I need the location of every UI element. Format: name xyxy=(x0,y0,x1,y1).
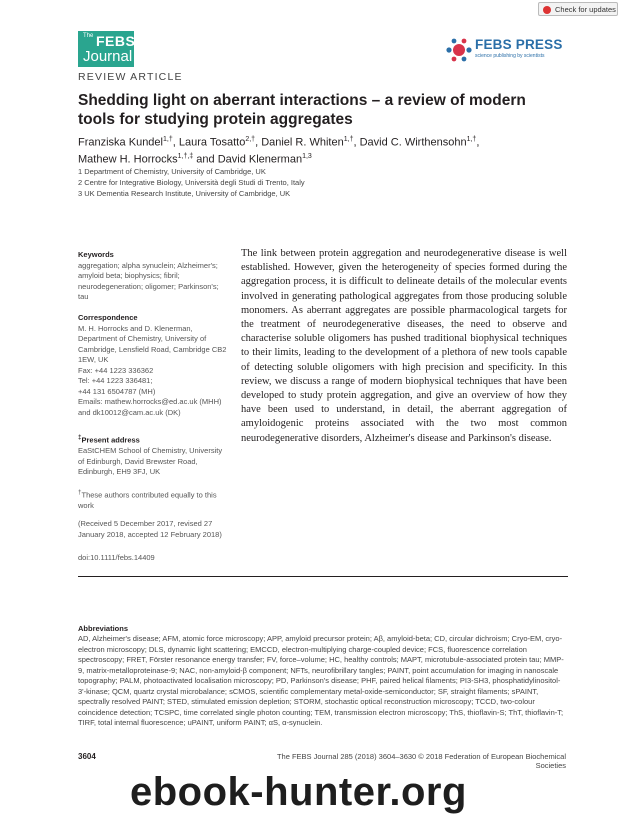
febs-press-logo xyxy=(445,37,563,63)
correspondence-tel: Tel: +44 1223 336481; xyxy=(78,376,153,385)
correspondence-emails: Emails: mathew.horrocks@ed.ac.uk (MHH) and dk10012@cam.ac.uk (DK) xyxy=(78,397,222,417)
affiliation-2: 2 Centre for Integrative Biology, Università degli Studi di Trento, Italy xyxy=(78,178,305,187)
press-tagline: science publishing by scientists xyxy=(475,53,545,59)
section-divider xyxy=(78,576,568,577)
author-conjunction: and xyxy=(196,153,215,166)
watermark: ebook-hunter.org xyxy=(130,770,467,814)
author-separator: , xyxy=(353,136,357,149)
received-dates: (Received 5 December 2017, revised 27 January 2018, accepted 12 February 2018) xyxy=(78,519,222,539)
abstract: The link between protein aggregation and neurodegenerative disease is well established. However, given the heterogeneity of species formed during the aggregation process, it is difficult to delineate details of the molecular events involved in generating pathological aggregates from those producing soluble monomers. As aberrant aggregates are possible pharmacological targets for the treatment of neurodegenerative diseases, the need to observe and characterise soluble oligomers has pushed traditional biophysical techniques to their limits, leading to the development of a plethora of new tools capable of detecting soluble oligomers with high precision and specificity. In this review, we discuss a range of modern biophysical techniques that have been developed to study protein aggregation, and give an overview of how they have been used to understand, in detail, the aberrant aggregation of amyloidogenic proteins associated with the two most common neurodegenerative disorders, Alzheimer's disease and Parkinson's disease. xyxy=(241,248,567,444)
equal-contribution-note xyxy=(78,488,228,512)
abbreviations-text: AD, Alzheimer's disease; AFM, atomic force microscopy; APP, amyloid precursor protein; Aβ, amyloid-beta; CD, circular dichroism; Cryo-EM, cryo-electron microscopy; DLS, dynamic light scattering; EMCCD, electron-multiplying charge-coupled device; FCS, fluorescence correlation spectroscopy; FRET, Förster resonance energy transfer; FV, force–volume; HC, healthy controls; MAPT, microtubule-associated protein tau; MMP-9, matrix-metalloproteinase-9; NAC, non-amyloid-β component; NFTs, neurofibrillary tangles; PAINT, point accumulation for imaging in nanoscale topography; PALM, photoactivated localisation microscopy; PD, Parkinson's disease; PHF, paired helical filaments; PI3-SH3, phosphatidylinositol-3'-kinase; QCM, quartz crystal microbalance; sCMOS, scientific complementary metal-oxide-semiconductor; SF, straight filaments; sPAINT, spectrally resolved PAINT; STED, stimulated emission depletion; STORM, stochastic optical reconstruction microscopy; TCCD, two-colour coincidence detection; TCSPC, time correlated single photon counting; TEM, transmission electron microscopy; ThS, thioflavin-S; ThT, thioflavin-T; TIRF, total internal fluorescence; uPAINT, uniform PAINT; αS, α-synuclein. xyxy=(78,634,564,727)
author-name: Franziska Kundel xyxy=(78,136,163,149)
page-number: 3604 xyxy=(78,752,96,761)
author-separator: , xyxy=(255,136,259,149)
logo-journal: Journal xyxy=(83,48,133,65)
equal-contribution-mark: † xyxy=(78,489,82,496)
logo-the: The xyxy=(83,33,94,39)
present-address-text: EaStCHEM School of Chemistry, University of Edinburgh, David Brewster Road, Edinburgh, EH9 3FJ, UK xyxy=(78,446,223,476)
keywords-text: aggregation; alpha synuclein; Alzheimer's; amyloid beta; biophysics; fibril; neurodegeneration; oligomer; Parkinson's; tau xyxy=(78,260,219,301)
author-list xyxy=(78,133,568,166)
author-name: Laura Tosatto xyxy=(178,136,246,149)
article-type: REVIEW ARTICLE xyxy=(78,71,183,83)
article-title: Shedding light on aberrant interactions – a review of modern tools for studying protein aggregates xyxy=(78,92,526,128)
journal-footer: The FEBS Journal 285 (2018) 3604–3630 © 2018 Federation of European Biochemical Societies xyxy=(276,752,566,770)
febs-press-mark-icon xyxy=(445,37,473,63)
correspondence-fax: Fax: +44 1223 336362 xyxy=(78,365,154,375)
keywords-heading: Keywords xyxy=(78,250,114,259)
febs-journal-logo xyxy=(78,31,134,67)
present-address-block xyxy=(78,433,228,478)
present-address-mark: ‡ xyxy=(78,434,82,441)
correspondence-block xyxy=(78,313,228,418)
logo-febs: FEBS xyxy=(96,33,136,49)
author-separator: , xyxy=(172,136,176,149)
author-affiliation-mark: 1,3 xyxy=(302,152,312,160)
abbreviations-heading: Abbreviations xyxy=(78,624,129,633)
correspondence-text: M. H. Horrocks and D. Klenerman, Department of Chemistry, University of Cambridge, Lensfield Road, Cambridge CB2 1EW, UK xyxy=(78,323,227,364)
author-name: Daniel R. Whiten xyxy=(261,136,344,149)
correspondence-tel-2: +44 131 6504787 (MH) xyxy=(78,386,156,396)
check-for-updates-label: Check for updates xyxy=(555,5,616,14)
author-separator: , xyxy=(476,136,480,149)
doi[interactable]: doi:10.1111/febs.14409 xyxy=(78,553,155,562)
author-affiliation-mark: 1,†,‡ xyxy=(177,152,194,160)
press-name: FEBS PRESS xyxy=(475,37,563,52)
equal-contribution-text: These authors contributed equally to this work xyxy=(78,490,217,510)
author-name: David C. Wirthensohn xyxy=(359,136,467,149)
update-icon xyxy=(543,6,551,14)
affiliation-1: 1 Department of Chemistry, University of Cambridge, UK xyxy=(78,167,266,176)
check-for-updates-button[interactable] xyxy=(538,2,618,16)
author-affiliation-mark: 2,† xyxy=(245,136,256,143)
author-name: David Klenerman xyxy=(217,153,303,166)
author-name: Mathew H. Horrocks xyxy=(78,153,178,166)
author-affiliation-mark: 1,† xyxy=(163,136,173,143)
keywords-block xyxy=(78,250,228,303)
author-affiliation-mark: 1,† xyxy=(343,136,354,143)
affiliation-3: 3 UK Dementia Research Institute, University of Cambridge, UK xyxy=(78,189,291,198)
author-affiliation-mark: 1,† xyxy=(466,136,477,143)
present-address-heading: Present address xyxy=(81,435,140,445)
correspondence-heading: Correspondence xyxy=(78,313,138,322)
